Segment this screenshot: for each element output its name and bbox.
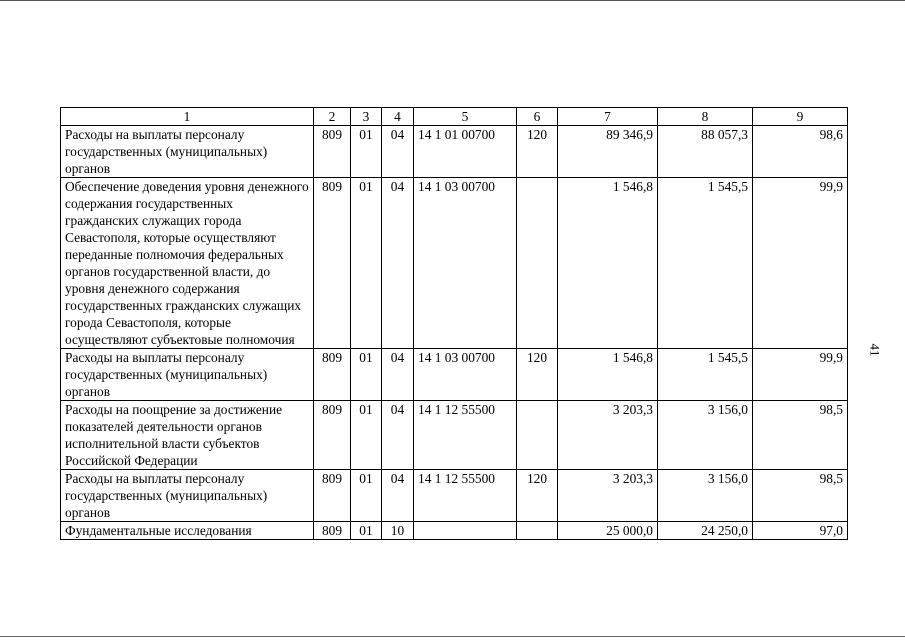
table-row <box>61 522 848 540</box>
row-target: 14 1 03 00700 <box>414 178 517 349</box>
table-row <box>61 178 848 349</box>
row-target: 14 1 12 55500 <box>414 401 517 470</box>
row-subsection: 04 <box>382 178 414 349</box>
row-subsection: 04 <box>382 470 414 522</box>
row-percent: 99,9 <box>753 178 848 349</box>
row-name: Расходы на выплаты персоналу государственных (муниципальных) органов <box>61 470 314 522</box>
row-code: 809 <box>314 126 351 178</box>
row-planned: 3 203,3 <box>558 470 658 522</box>
row-kind <box>517 178 558 349</box>
row-actual: 3 156,0 <box>658 470 753 522</box>
row-kind <box>517 522 558 540</box>
row-kind <box>517 401 558 470</box>
row-target: 14 1 01 00700 <box>414 126 517 178</box>
row-subsection: 04 <box>382 126 414 178</box>
header-cell-3: 3 <box>351 108 382 126</box>
table-row <box>61 470 848 522</box>
row-actual: 1 545,5 <box>658 349 753 401</box>
row-code: 809 <box>314 470 351 522</box>
table-row <box>61 401 848 470</box>
row-section: 01 <box>351 126 382 178</box>
row-percent: 98,5 <box>753 401 848 470</box>
row-actual: 3 156,0 <box>658 401 753 470</box>
row-planned: 1 546,8 <box>558 178 658 349</box>
header-cell-8: 8 <box>658 108 753 126</box>
row-name: Расходы на поощрение за достижение показателей деятельности органов исполнительной власти субъектов Российской Федерации <box>61 401 314 470</box>
row-name: Обеспечение доведения уровня денежного содержания государственных гражданских служащих города Севастополя, которые осуществляют переданные полномочия федеральных органов государственной власти, до уровня денежного содержания государственных гражданских служащих города Севастополя, которые осуществляют субъектовые полномочия <box>61 178 314 349</box>
table-row <box>61 349 848 401</box>
row-planned: 25 000,0 <box>558 522 658 540</box>
header-cell-6: 6 <box>517 108 558 126</box>
row-name: Расходы на выплаты персоналу государственных (муниципальных) органов <box>61 349 314 401</box>
row-percent: 99,9 <box>753 349 848 401</box>
row-planned: 89 346,9 <box>558 126 658 178</box>
row-percent: 98,5 <box>753 470 848 522</box>
row-section: 01 <box>351 401 382 470</box>
row-percent: 97,0 <box>753 522 848 540</box>
budget-table <box>60 107 848 540</box>
row-name: Фундаментальные исследования <box>61 522 314 540</box>
header-cell-2: 2 <box>314 108 351 126</box>
header-cell-4: 4 <box>382 108 414 126</box>
page-bottom-edge <box>0 636 905 637</box>
row-planned: 3 203,3 <box>558 401 658 470</box>
table-row <box>61 126 848 178</box>
row-subsection: 04 <box>382 401 414 470</box>
row-section: 01 <box>351 349 382 401</box>
row-percent: 98,6 <box>753 126 848 178</box>
row-target: 14 1 03 00700 <box>414 349 517 401</box>
row-planned: 1 546,8 <box>558 349 658 401</box>
header-cell-1: 1 <box>61 108 314 126</box>
header-row <box>61 108 848 126</box>
header-cell-7: 7 <box>558 108 658 126</box>
row-code: 809 <box>314 349 351 401</box>
row-section: 01 <box>351 522 382 540</box>
row-kind: 120 <box>517 470 558 522</box>
row-kind: 120 <box>517 126 558 178</box>
page-top-edge <box>0 0 905 4</box>
row-code: 809 <box>314 401 351 470</box>
row-name: Расходы на выплаты персоналу государственных (муниципальных) органов <box>61 126 314 178</box>
row-subsection: 04 <box>382 349 414 401</box>
row-actual: 88 057,3 <box>658 126 753 178</box>
row-code: 809 <box>314 178 351 349</box>
row-code: 809 <box>314 522 351 540</box>
row-actual: 1 545,5 <box>658 178 753 349</box>
row-subsection: 10 <box>382 522 414 540</box>
row-section: 01 <box>351 470 382 522</box>
row-target <box>414 522 517 540</box>
row-kind: 120 <box>517 349 558 401</box>
header-cell-9: 9 <box>753 108 848 126</box>
row-section: 01 <box>351 178 382 349</box>
page-number: 41 <box>867 343 883 357</box>
row-actual: 24 250,0 <box>658 522 753 540</box>
row-target: 14 1 12 55500 <box>414 470 517 522</box>
header-cell-5: 5 <box>414 108 517 126</box>
